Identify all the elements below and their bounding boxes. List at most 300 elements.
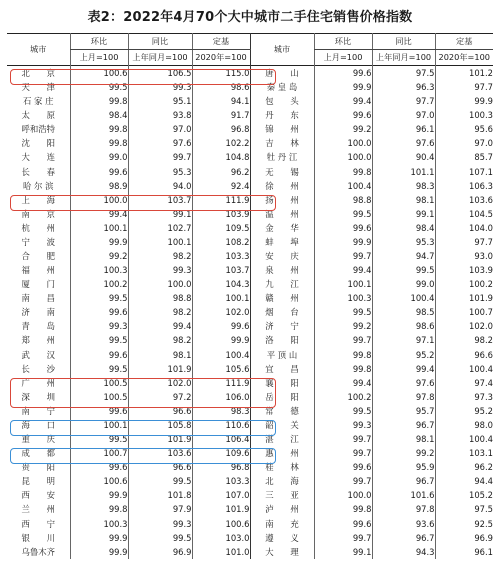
table-row [7, 263, 493, 277]
base-value: 103.9 [435, 263, 493, 277]
base-value: 96.2 [435, 460, 493, 474]
city-name: 成 都 [21, 448, 55, 459]
base-value: 108.2 [192, 235, 250, 249]
yoy-value: 103.7 [128, 193, 192, 207]
subheader-mom-left: 上月=100 [70, 50, 128, 66]
city-name: 石 家 庄 [23, 96, 54, 107]
mom-value: 99.7 [314, 249, 372, 263]
city-name: 赣 州 [250, 291, 314, 305]
table-row [7, 305, 493, 319]
mom-value: 99.6 [70, 305, 128, 319]
base-value: 94.1 [192, 94, 250, 108]
yoy-value: 97.5 [372, 66, 435, 81]
mom-value: 99.5 [314, 305, 372, 319]
base-value: 97.4 [435, 376, 493, 390]
yoy-value: 97.8 [372, 502, 435, 516]
yoy-value: 97.6 [372, 136, 435, 150]
city-name: 银 川 [21, 532, 55, 543]
city-name: 平 顶 山 [250, 348, 314, 362]
city-name: 蚌 埠 [250, 235, 314, 249]
mom-value: 99.2 [314, 122, 372, 136]
base-value: 110.6 [192, 418, 250, 432]
table-row [7, 179, 493, 193]
table-row [7, 80, 493, 94]
city-name: 湛 江 [250, 432, 314, 446]
mom-value: 99.7 [314, 474, 372, 488]
yoy-value: 94.0 [128, 179, 192, 193]
city-name: 重 庆 [21, 434, 55, 445]
header-mom-left: 环比 [70, 34, 128, 50]
mom-value: 100.4 [314, 179, 372, 193]
mom-value: 99.3 [314, 418, 372, 432]
yoy-value: 98.1 [372, 193, 435, 207]
city-name: 南 宁 [21, 405, 55, 416]
mom-value: 99.5 [314, 404, 372, 418]
mom-value: 100.7 [70, 446, 128, 460]
city-name: 大 理 [250, 545, 314, 559]
table-row [7, 502, 493, 516]
yoy-value: 99.3 [128, 263, 192, 277]
yoy-value: 99.3 [128, 80, 192, 94]
table-title: 表2：2022年4月70个大中城市二手住宅销售价格指数 [87, 10, 413, 25]
table-row [7, 66, 493, 81]
city-name: 丹 东 [250, 108, 314, 122]
yoy-value: 97.9 [128, 502, 192, 516]
city-name: 唐 山 [250, 66, 314, 81]
table-row [7, 221, 493, 235]
base-value: 93.0 [435, 249, 493, 263]
table-row [7, 474, 493, 488]
mom-value: 99.0 [70, 150, 128, 164]
base-value: 100.6 [192, 517, 250, 531]
base-value: 109.6 [192, 446, 250, 460]
base-value: 104.3 [192, 277, 250, 291]
city-name: 北 海 [250, 474, 314, 488]
base-value: 97.0 [435, 136, 493, 150]
mom-value: 99.6 [70, 165, 128, 179]
mom-value: 99.2 [70, 249, 128, 263]
mom-value: 99.4 [314, 263, 372, 277]
base-value: 104.0 [435, 221, 493, 235]
yoy-value: 95.2 [372, 348, 435, 362]
mom-value: 100.3 [70, 517, 128, 531]
base-value: 103.3 [192, 474, 250, 488]
yoy-value: 101.1 [372, 165, 435, 179]
city-name: 昆 明 [21, 476, 55, 487]
yoy-value: 97.8 [372, 390, 435, 404]
yoy-value: 93.6 [372, 517, 435, 531]
table-row [7, 108, 493, 122]
yoy-value: 96.6 [128, 460, 192, 474]
header-row [7, 34, 493, 50]
yoy-value: 97.0 [372, 108, 435, 122]
city-name: 南 昌 [21, 293, 55, 304]
mom-value: 99.9 [70, 545, 128, 559]
mom-value: 99.6 [70, 404, 128, 418]
yoy-value: 96.7 [372, 418, 435, 432]
yoy-value: 95.3 [372, 235, 435, 249]
base-value: 103.7 [192, 263, 250, 277]
city-name: 泸 州 [250, 502, 314, 516]
yoy-value: 95.7 [372, 404, 435, 418]
yoy-value: 99.4 [128, 319, 192, 333]
city-name: 呼和浩特 [21, 124, 55, 135]
yoy-value: 99.1 [372, 207, 435, 221]
base-value: 97.3 [435, 390, 493, 404]
table-row [7, 277, 493, 291]
header-city-left: 城市 [30, 44, 47, 54]
mom-value: 100.6 [70, 474, 128, 488]
subheader-base-left: 2020年=100 [192, 50, 250, 66]
city-name: 济 南 [21, 307, 55, 318]
base-value: 100.1 [192, 291, 250, 305]
mom-value: 100.0 [70, 193, 128, 207]
mom-value: 100.6 [70, 66, 128, 81]
table-row [7, 333, 493, 347]
mom-value: 100.5 [70, 376, 128, 390]
base-value: 106.4 [192, 432, 250, 446]
city-name: 岳 阳 [250, 390, 314, 404]
header-city-right: 城市 [250, 34, 314, 66]
mom-value: 99.7 [314, 432, 372, 446]
mom-value: 99.8 [314, 502, 372, 516]
table-row [7, 446, 493, 460]
yoy-value: 98.2 [128, 333, 192, 347]
mom-value: 99.8 [70, 94, 128, 108]
table-row [7, 136, 493, 150]
base-value: 94.4 [435, 474, 493, 488]
yoy-value: 97.7 [372, 94, 435, 108]
header-base-left: 定基 [192, 34, 250, 50]
base-value: 96.2 [192, 165, 250, 179]
yoy-value: 102.0 [128, 376, 192, 390]
base-value: 111.9 [192, 193, 250, 207]
yoy-value: 97.6 [128, 136, 192, 150]
yoy-value: 101.8 [128, 488, 192, 502]
yoy-value: 98.8 [128, 291, 192, 305]
mom-value: 99.6 [70, 348, 128, 362]
yoy-value: 96.7 [372, 474, 435, 488]
table-row [7, 531, 493, 545]
base-value: 107.1 [435, 165, 493, 179]
yoy-value: 100.0 [128, 277, 192, 291]
mom-value: 99.8 [70, 502, 128, 516]
base-value: 103.1 [435, 446, 493, 460]
city-name: 秦 皇 岛 [250, 80, 314, 94]
mom-value: 99.5 [70, 291, 128, 305]
base-value: 96.9 [435, 531, 493, 545]
city-name: 桂 林 [250, 460, 314, 474]
subheader-yoy-left: 上年同月=100 [128, 50, 192, 66]
base-value: 106.3 [435, 179, 493, 193]
yoy-value: 101.6 [372, 488, 435, 502]
base-value: 106.0 [192, 390, 250, 404]
yoy-value: 97.0 [128, 122, 192, 136]
mom-value: 100.0 [314, 136, 372, 150]
table-row [7, 207, 493, 221]
mom-value: 99.9 [314, 235, 372, 249]
mom-value: 99.5 [70, 333, 128, 347]
table-row [7, 94, 493, 108]
yoy-value: 96.6 [128, 404, 192, 418]
yoy-value: 90.4 [372, 150, 435, 164]
mom-value: 98.4 [70, 108, 128, 122]
city-name: 深 圳 [21, 391, 55, 402]
base-value: 99.9 [435, 94, 493, 108]
yoy-value: 101.9 [128, 362, 192, 376]
city-name: 牡 丹 江 [250, 150, 314, 164]
base-value: 103.6 [435, 193, 493, 207]
mom-value: 99.7 [314, 446, 372, 460]
city-name: 襄 阳 [250, 376, 314, 390]
base-value: 92.5 [435, 517, 493, 531]
city-name: 北 京 [21, 68, 55, 78]
yoy-value: 95.3 [128, 165, 192, 179]
city-name: 无 锡 [250, 165, 314, 179]
mom-value: 99.6 [314, 517, 372, 531]
table-row [7, 376, 493, 390]
city-name: 扬 州 [250, 193, 314, 207]
yoy-value: 94.7 [372, 249, 435, 263]
table-row [7, 432, 493, 446]
city-name: 安 庆 [250, 249, 314, 263]
city-name: 吉 林 [250, 136, 314, 150]
header-base-right: 定基 [435, 34, 493, 50]
base-value: 101.9 [435, 291, 493, 305]
base-value: 104.5 [435, 207, 493, 221]
mom-value: 98.8 [314, 193, 372, 207]
mom-value: 99.8 [70, 122, 128, 136]
mom-value: 99.9 [70, 531, 128, 545]
header-yoy-right: 同比 [372, 34, 435, 50]
mom-value: 99.5 [70, 432, 128, 446]
city-name: 青 岛 [21, 321, 55, 332]
yoy-value: 97.6 [372, 376, 435, 390]
table-row [7, 404, 493, 418]
mom-value: 99.6 [70, 460, 128, 474]
mom-value: 100.1 [70, 418, 128, 432]
city-name: 天 津 [21, 82, 55, 93]
table-row [7, 390, 493, 404]
mom-value: 99.5 [314, 207, 372, 221]
yoy-value: 101.9 [128, 432, 192, 446]
mom-value: 100.0 [314, 150, 372, 164]
base-value: 103.9 [192, 207, 250, 221]
yoy-value: 99.4 [372, 362, 435, 376]
city-name: 包 头 [250, 94, 314, 108]
table-row [7, 418, 493, 432]
base-value: 100.7 [435, 305, 493, 319]
table-row [7, 319, 493, 333]
base-value: 96.1 [435, 545, 493, 559]
city-name: 贵 阳 [21, 462, 55, 473]
yoy-value: 95.1 [128, 94, 192, 108]
base-value: 105.2 [435, 488, 493, 502]
mom-value: 100.3 [70, 263, 128, 277]
city-name: 大 连 [21, 152, 55, 163]
base-value: 105.6 [192, 362, 250, 376]
base-value: 99.9 [192, 333, 250, 347]
yoy-value: 96.9 [128, 545, 192, 559]
base-value: 96.8 [192, 122, 250, 136]
base-value: 101.0 [192, 545, 250, 559]
city-name: 烟 台 [250, 305, 314, 319]
table-row [7, 348, 493, 362]
table-row [7, 517, 493, 531]
base-value: 98.2 [435, 333, 493, 347]
city-name: 沈 阳 [21, 138, 55, 149]
yoy-value: 93.8 [128, 108, 192, 122]
base-value: 104.8 [192, 150, 250, 164]
mom-value: 100.5 [70, 390, 128, 404]
mom-value: 100.1 [70, 221, 128, 235]
table-row [7, 235, 493, 249]
city-name: 徐 州 [250, 179, 314, 193]
price-index-table [7, 33, 493, 559]
base-value: 97.7 [435, 235, 493, 249]
table-row [7, 122, 493, 136]
yoy-value: 98.5 [372, 305, 435, 319]
table-row [7, 249, 493, 263]
yoy-value: 99.5 [128, 531, 192, 545]
mom-value: 99.8 [314, 165, 372, 179]
base-value: 101.2 [435, 66, 493, 81]
city-name: 惠 州 [250, 446, 314, 460]
city-name: 武 汉 [21, 349, 55, 360]
base-value: 107.0 [192, 488, 250, 502]
city-name: 长 春 [21, 166, 55, 177]
base-value: 97.7 [435, 80, 493, 94]
yoy-value: 99.1 [128, 207, 192, 221]
base-value: 100.4 [435, 362, 493, 376]
city-name: 南 京 [21, 208, 55, 219]
yoy-value: 98.1 [128, 348, 192, 362]
city-name: 九 江 [250, 277, 314, 291]
city-name: 宜 昌 [250, 362, 314, 376]
yoy-value: 98.1 [372, 432, 435, 446]
header-mom-right: 环比 [314, 34, 372, 50]
mom-value: 99.9 [70, 235, 128, 249]
city-name: 温 州 [250, 207, 314, 221]
mom-value: 99.6 [314, 460, 372, 474]
mom-value: 99.4 [314, 94, 372, 108]
base-value: 101.9 [192, 502, 250, 516]
mom-value: 98.9 [70, 179, 128, 193]
city-name: 长 沙 [21, 363, 55, 374]
yoy-value: 99.3 [128, 517, 192, 531]
city-name: 福 州 [21, 265, 55, 276]
yoy-value: 105.8 [128, 418, 192, 432]
mom-value: 99.9 [70, 488, 128, 502]
city-name: 海 口 [21, 419, 55, 430]
city-name: 乌鲁木齐 [21, 546, 55, 557]
yoy-value: 97.2 [128, 390, 192, 404]
base-value: 102.2 [192, 136, 250, 150]
mom-value: 99.7 [314, 531, 372, 545]
yoy-value: 99.7 [128, 150, 192, 164]
yoy-value: 98.3 [372, 179, 435, 193]
yoy-value: 102.7 [128, 221, 192, 235]
base-value: 102.0 [192, 305, 250, 319]
city-name: 杭 州 [21, 222, 55, 233]
city-name: 韶 关 [250, 418, 314, 432]
subheader-mom-right: 上月=100 [314, 50, 372, 66]
mom-value: 99.8 [70, 136, 128, 150]
city-name: 宁 波 [21, 236, 55, 247]
table-row [7, 150, 493, 164]
mom-value: 100.0 [314, 488, 372, 502]
yoy-value: 98.4 [372, 221, 435, 235]
base-value: 97.5 [435, 502, 493, 516]
base-value: 98.6 [192, 80, 250, 94]
yoy-value: 98.2 [128, 305, 192, 319]
table-row [7, 362, 493, 376]
city-name: 泉 州 [250, 263, 314, 277]
base-value: 100.3 [435, 108, 493, 122]
base-value: 99.6 [192, 319, 250, 333]
city-name: 郑 州 [21, 335, 55, 346]
yoy-value: 94.3 [372, 545, 435, 559]
yoy-value: 99.5 [372, 263, 435, 277]
mom-value: 100.1 [314, 277, 372, 291]
base-value: 100.4 [192, 348, 250, 362]
mom-value: 99.6 [314, 66, 372, 81]
city-name: 三 亚 [250, 488, 314, 502]
mom-value: 100.3 [314, 291, 372, 305]
city-name: 南 充 [250, 517, 314, 531]
city-name: 锦 州 [250, 122, 314, 136]
mom-value: 99.5 [70, 80, 128, 94]
yoy-value: 98.2 [128, 249, 192, 263]
base-value: 103.3 [192, 249, 250, 263]
base-value: 102.0 [435, 319, 493, 333]
header-yoy-left: 同比 [128, 34, 192, 50]
mom-value: 99.1 [314, 545, 372, 559]
base-value: 109.5 [192, 221, 250, 235]
table-row [7, 165, 493, 179]
city-name: 西 安 [21, 490, 55, 501]
base-value: 92.4 [192, 179, 250, 193]
city-name: 哈 尔 滨 [23, 180, 54, 191]
mom-value: 99.8 [314, 348, 372, 362]
subheader-base-right: 2020年=100 [435, 50, 493, 66]
base-value: 95.2 [435, 404, 493, 418]
yoy-value: 100.1 [128, 235, 192, 249]
city-name: 兰 州 [21, 504, 55, 515]
yoy-value: 100.4 [372, 291, 435, 305]
base-value: 115.0 [192, 66, 250, 81]
subheader-yoy-right: 上年同月=100 [372, 50, 435, 66]
mom-value: 99.6 [314, 108, 372, 122]
yoy-value: 99.2 [372, 446, 435, 460]
yoy-value: 96.3 [372, 80, 435, 94]
base-value: 98.0 [435, 418, 493, 432]
mom-value: 99.7 [314, 333, 372, 347]
base-value: 85.7 [435, 150, 493, 164]
mom-value: 99.2 [314, 319, 372, 333]
yoy-value: 106.5 [128, 66, 192, 81]
base-value: 98.3 [192, 404, 250, 418]
mom-value: 99.4 [70, 207, 128, 221]
city-name: 济 宁 [250, 319, 314, 333]
base-value: 96.6 [435, 348, 493, 362]
table-row [7, 460, 493, 474]
yoy-value: 99.0 [372, 277, 435, 291]
yoy-value: 96.1 [372, 122, 435, 136]
city-name: 遵 义 [250, 531, 314, 545]
base-value: 95.6 [435, 122, 493, 136]
base-value: 111.9 [192, 376, 250, 390]
